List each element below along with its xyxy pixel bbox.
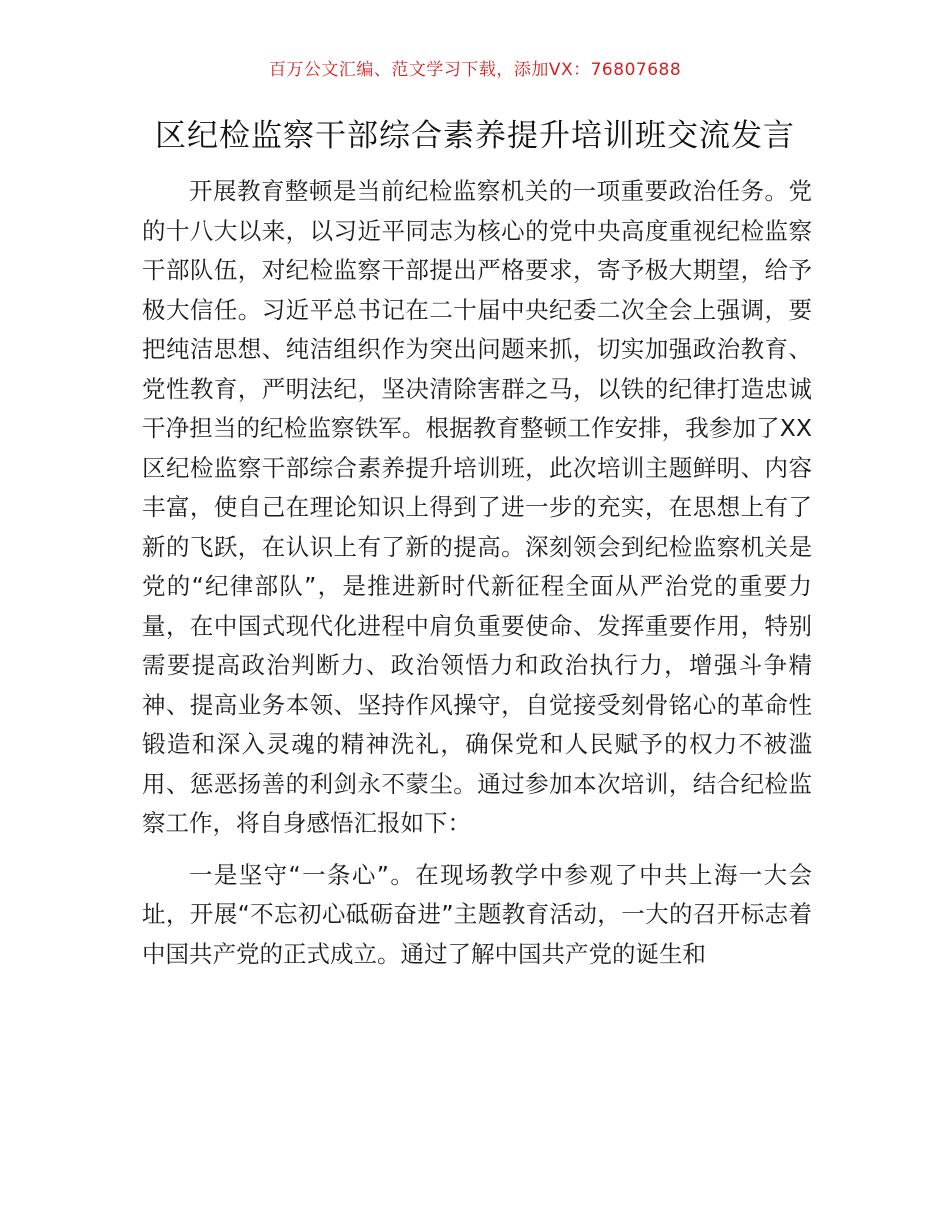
document-title: 区纪检监察干部综合素养提升培训班交流发言 — [155, 118, 795, 154]
header-promo-note: 百万公文汇编、范文学习下载，添加VX：76807688 — [268, 60, 682, 80]
document-body — [142, 172, 812, 974]
body-paragraph-intro: 开展教育整顿是当前纪检监察机关的一项重要政治任务。党的十八大以来，以习近平同志为核心的党中央高度重视纪检监察干部队伍，对纪检监察干部提出严格要求，寄予极大期望，给予极大信任。习近平总书记在二十届中央纪委二次全会上强调，要把纯洁思想、纯洁组织作为突出问题来抓，切实加强政治教育、党性教育，严明法纪，坚决清除害群之马，以铁的纪律打造忠诚干净担当的纪检监察铁军。根据教育整顿工作安排，我参加了XX区纪检监察干部综合素养提升培训班，此次培训主题鲜明、内容丰富，使自己在理论知识上得到了进一步的充实，在思想上有了新的飞跃，在认识上有了新的提高。深刻领会到纪检监察机关是党的“纪律部队”，是推进新时代新征程全面从严治党的重要力量，在中国式现代化进程中肩负重要使命、发挥重要作用，特别需要提高政治判断力、政治领悟力和政治执行力，增强斗争精神、提高业务本领、坚持作风操守，自觉接受刻骨铭心的革命性锻造和深入灵魂的精神洗礼，确保党和人民赋予的权力不被滥用、惩恶扬善的利剑永不蒙尘。通过参加本次培训，结合纪检监察工作，将自身感悟汇报如下： — [142, 177, 812, 837]
body-paragraph-point-one: 一是坚守“一条心”。在现场教学中参观了中共上海一大会址，开展“不忘初心砥砺奋进”主题教育活动，一大的召开标志着中国共产党的正式成立。通过了解中国共产党的诞生和 — [142, 860, 812, 968]
